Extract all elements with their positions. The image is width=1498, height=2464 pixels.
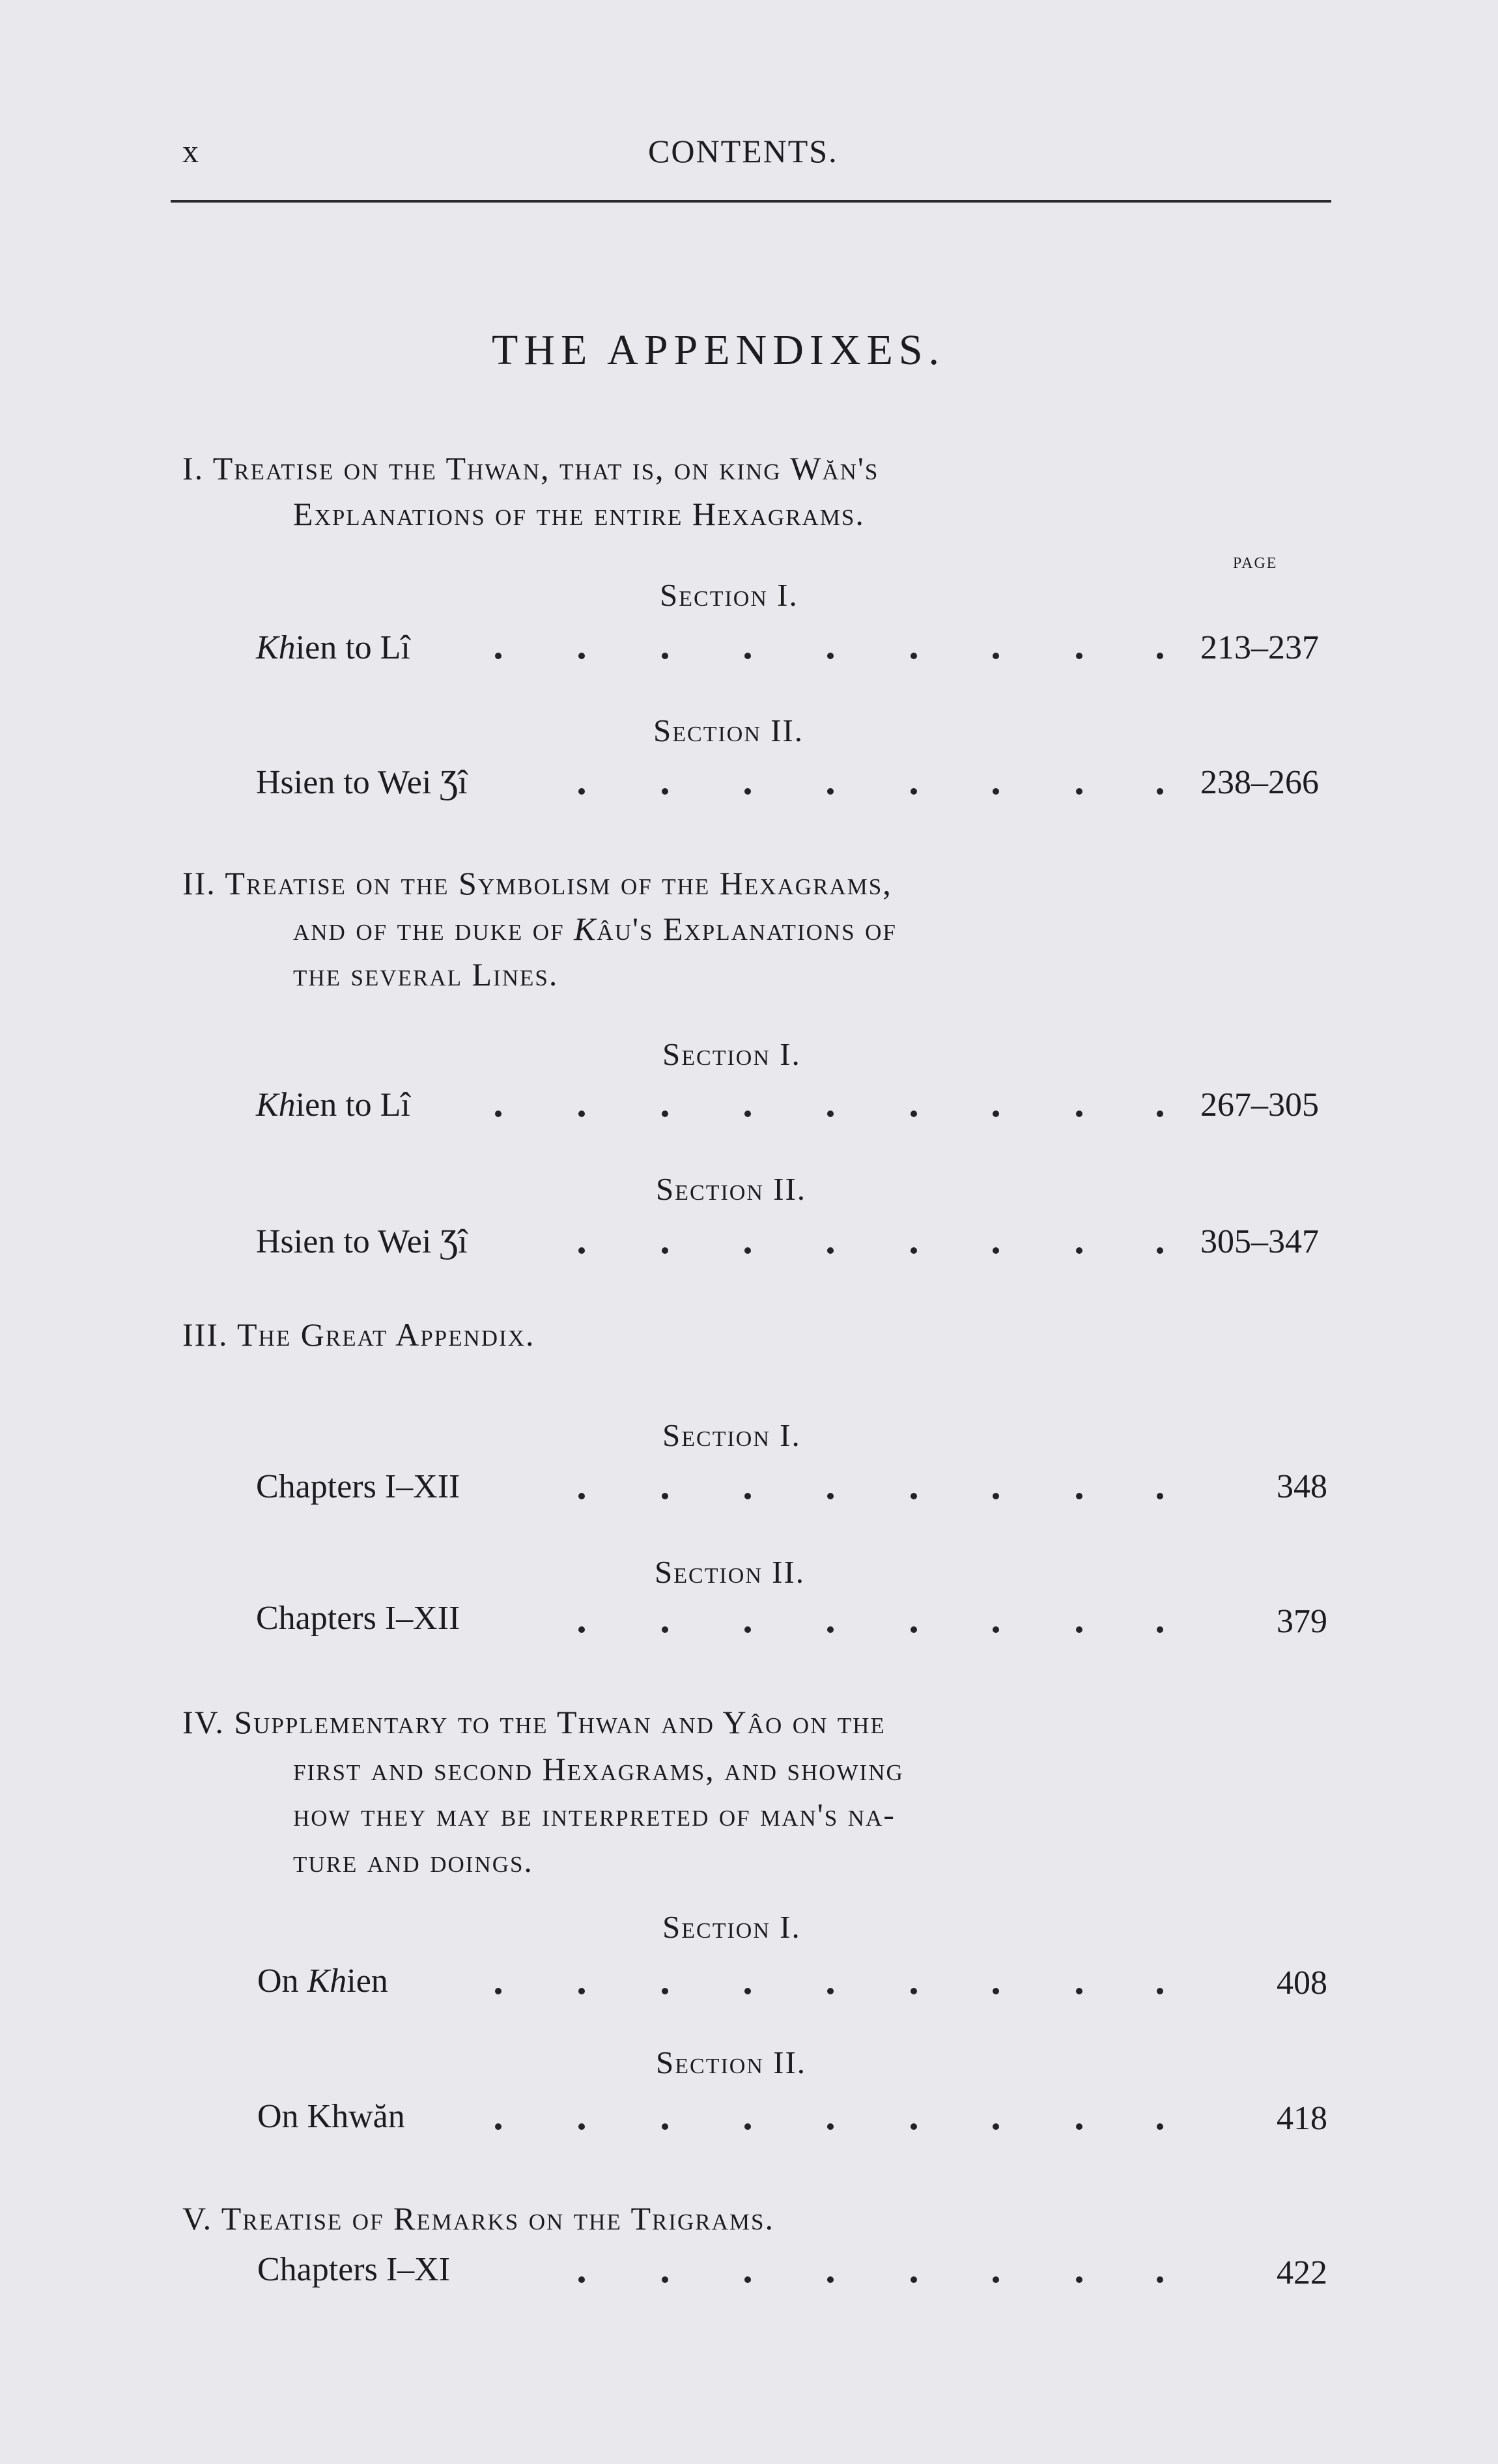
appendix-4-heading-line1: IV. Supplementary to the Thwan and Yâo on the <box>182 1704 886 1740</box>
leader-dot <box>993 1988 999 1994</box>
leader-dot <box>1076 1626 1082 1633</box>
appendix-2-section-2-heading: Section II. <box>656 1171 807 1207</box>
leader-dot <box>993 1626 999 1633</box>
leader-dot <box>744 2276 751 2283</box>
page-column-label: PAGE <box>1233 555 1278 572</box>
leader-dot <box>911 1111 917 1117</box>
appendix-3-section-1-entry: Chapters I–XII <box>256 1468 460 1505</box>
leader-dot <box>911 2123 917 2130</box>
leader-dot <box>827 653 834 659</box>
leader-dot <box>495 653 502 659</box>
appendix-2-heading-line1: II. Treatise on the Symbolism of the Hexagrams, <box>182 865 892 901</box>
appendix-4-heading-line2: first and second Hexagrams, and showing <box>293 1751 904 1787</box>
leader-dot <box>993 1493 999 1499</box>
leader-dot <box>911 1493 917 1499</box>
leader-dot <box>827 788 834 795</box>
leader-dot <box>744 1247 751 1254</box>
appendix-2-section-1-pages: 267–305 <box>1200 1086 1319 1124</box>
appendix-2-section-1-entry: Khien to Lî <box>256 1086 410 1124</box>
header-rule <box>171 200 1331 203</box>
leader-dot <box>1076 1988 1082 1994</box>
leader-dot <box>911 2276 917 2283</box>
leader-dot <box>1076 1247 1082 1254</box>
appendix-1-section-2-pages: 238–266 <box>1200 764 1319 801</box>
leader-dot <box>1076 2276 1082 2283</box>
leader-dot <box>1157 1626 1163 1633</box>
leader-dot <box>662 788 668 795</box>
appendix-2-section-2-pages: 305–347 <box>1200 1223 1319 1260</box>
leader-dot <box>1157 2123 1163 2130</box>
leader-dot <box>993 2276 999 2283</box>
appendix-5-entry: Chapters I–XI <box>257 2251 451 2288</box>
leader-dot <box>827 2123 834 2130</box>
appendix-4-heading-line3: how they may be interpreted of man's na- <box>293 1796 896 1833</box>
leader-dot <box>827 1111 834 1117</box>
running-title: CONTENTS. <box>648 133 838 169</box>
page-number: x <box>182 133 200 169</box>
leader-dot <box>744 1988 751 1994</box>
leader-dot <box>1076 788 1082 795</box>
leader-dot <box>1157 1111 1163 1117</box>
appendix-4-section-2-pages: 418 <box>1277 2100 1327 2137</box>
leader-dot <box>578 788 585 795</box>
leader-dot <box>993 1111 999 1117</box>
leader-dot <box>662 2123 668 2130</box>
appendix-2-section-1-heading: Section I. <box>662 1036 801 1072</box>
leader-dot <box>495 2123 502 2130</box>
appendix-2-heading-line3: the several Lines. <box>293 956 559 993</box>
leader-dot <box>662 1111 668 1117</box>
leader-dot <box>495 1988 502 1994</box>
leader-dot <box>993 788 999 795</box>
appendix-1-section-2-heading: Section II. <box>653 713 804 748</box>
leader-dot <box>744 788 751 795</box>
leader-dot <box>827 1626 834 1633</box>
appendix-4-heading-line4: ture and doings. <box>293 1843 533 1879</box>
leader-dot <box>578 1247 585 1254</box>
leader-dot <box>827 1247 834 1254</box>
leader-dot <box>1157 1988 1163 1994</box>
leader-dot <box>578 1988 585 1994</box>
leader-dot <box>578 2276 585 2283</box>
leader-dot <box>744 2123 751 2130</box>
leader-dot <box>662 653 668 659</box>
leader-dot <box>1157 1247 1163 1254</box>
leader-dot <box>578 1626 585 1633</box>
page-title: THE APPENDIXES. <box>492 326 946 374</box>
leader-dot <box>827 1988 834 1994</box>
leader-dot <box>911 653 917 659</box>
appendix-5-heading: V. Treatise of Remarks on the Trigrams. <box>182 2200 774 2237</box>
appendix-3-section-2-pages: 379 <box>1277 1603 1327 1640</box>
appendix-1-section-1-heading: Section I. <box>660 577 798 613</box>
appendix-1-section-2-entry: Hsien to Wei Ʒî <box>256 764 468 801</box>
leader-dot <box>578 653 585 659</box>
leader-dot <box>911 1247 917 1254</box>
appendix-3-section-1-pages: 348 <box>1277 1468 1327 1505</box>
leader-dot <box>495 1111 502 1117</box>
appendix-1-section-1-pages: 213–237 <box>1200 629 1319 666</box>
leader-dot <box>578 1111 585 1117</box>
leader-dot <box>662 1493 668 1499</box>
leader-dot <box>744 653 751 659</box>
appendix-4-section-2-heading: Section II. <box>656 2045 807 2080</box>
leader-dot <box>744 1493 751 1499</box>
leader-dot <box>662 1247 668 1254</box>
leader-dot <box>1157 653 1163 659</box>
leader-dot <box>993 1247 999 1254</box>
leader-dot <box>744 1626 751 1633</box>
appendix-3-heading: III. The Great Appendix. <box>182 1316 535 1353</box>
appendix-2-section-2-entry: Hsien to Wei Ʒî <box>256 1223 468 1260</box>
appendix-1-heading-line2: Explanations of the entire Hexagrams. <box>293 496 865 532</box>
leader-dot <box>993 653 999 659</box>
appendix-1-section-1-entry: Khien to Lî <box>256 629 410 666</box>
leader-dot <box>662 1626 668 1633</box>
leader-dot <box>827 2276 834 2283</box>
leader-dot <box>1157 1493 1163 1499</box>
leader-dot <box>827 1493 834 1499</box>
appendix-3-section-1-heading: Section I. <box>662 1417 801 1453</box>
leader-dot <box>578 2123 585 2130</box>
leader-dot <box>911 788 917 795</box>
appendix-4-section-1-entry: On Khien <box>257 1962 388 2000</box>
appendix-4-section-2-entry: On Khwăn <box>257 2098 405 2135</box>
leader-dot <box>1076 1111 1082 1117</box>
leader-dot <box>744 1111 751 1117</box>
leader-dot <box>1157 788 1163 795</box>
leader-dot <box>662 1988 668 1994</box>
leader-dot <box>1157 2276 1163 2283</box>
appendix-2-heading-line2: and of the duke of Kâu's Explanations of <box>293 911 897 947</box>
appendix-4-section-1-pages: 408 <box>1277 1964 1327 2002</box>
leader-dot <box>662 2276 668 2283</box>
leader-dot <box>1076 2123 1082 2130</box>
leader-dot <box>578 1493 585 1499</box>
leader-dot <box>1076 653 1082 659</box>
appendix-4-section-1-heading: Section I. <box>662 1909 801 1945</box>
leader-dot <box>1076 1493 1082 1499</box>
appendix-5-pages: 422 <box>1277 2254 1327 2291</box>
appendix-3-section-2-heading: Section II. <box>655 1554 806 1590</box>
appendix-3-section-2-entry: Chapters I–XII <box>256 1600 460 1637</box>
leader-dot <box>911 1626 917 1633</box>
leader-dot <box>911 1988 917 1994</box>
appendix-1-heading-line1: I. Treatise on the Thwan, that is, on king Wăn's <box>182 450 879 487</box>
leader-dot <box>993 2123 999 2130</box>
